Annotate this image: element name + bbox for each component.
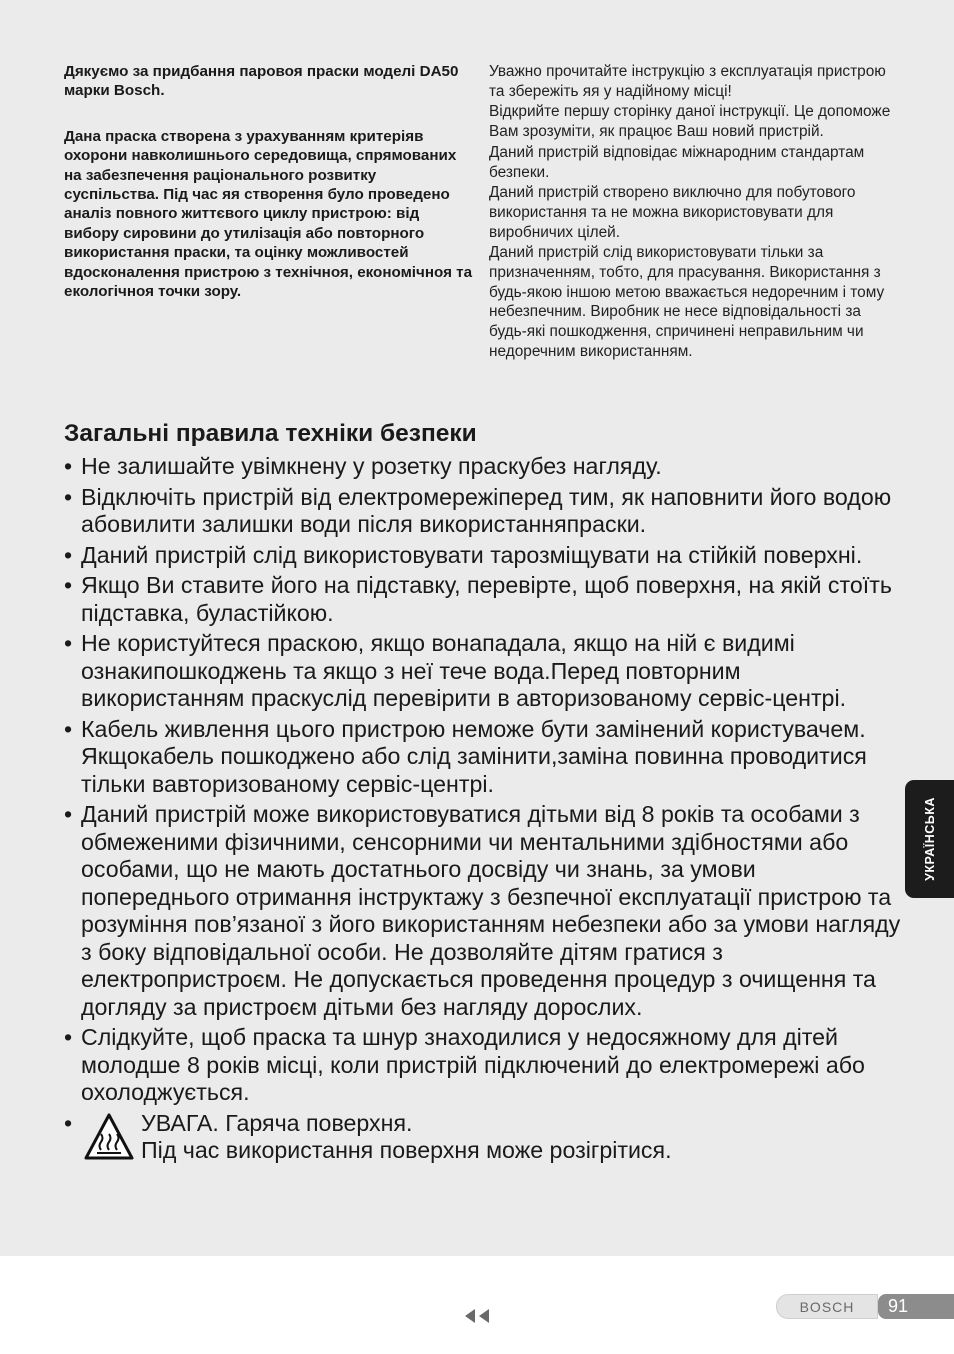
bullet: •	[64, 1109, 73, 1136]
intro-right-paragraph-2: Відкрийте першу сторінку даноï інструкціï. Це допоможе Вам зрозуміти, як працює Ваш новий пристрій.	[489, 103, 891, 141]
bullet: •	[64, 572, 73, 598]
list-item	[64, 630, 902, 713]
list-item	[64, 716, 902, 799]
rule-text: Слідкуйте, щоб праска та шнур знаходилися у недосяжному для дітей молодше 8 років місці, коли пристрій підключений до електромережі або охолоджується.	[81, 1024, 865, 1105]
rule-text: Відключіть пристрій від електромережіперед тим, як наповнити його водою абовилити залишки води після використанняпраски.	[81, 483, 892, 537]
intro-right-paragraph-5: Даний пристрій слід використовувати тільки за призначенням, тобто, для прасування. Використання з будь-якою іншою метою вважається недоречним і тому небезпечним. Виробник не несе відповідальності за будь-які пошкодження, спричинені неправильним чи недоречним використанням.	[489, 244, 885, 360]
rule-text: Не залишайте увімкнену у розетку праскубез нагляду.	[81, 453, 662, 479]
rule-text: Не користуйтеся праскою, якщо вонападала, якщо на ній є видимі ознакипошкоджень та якщо з неï тече вода.Перед повторним використанням праскуслід перевірити в авторизованому сервіс-центрі.	[81, 630, 847, 711]
intro-right-column	[489, 62, 899, 363]
bullet: •	[64, 541, 73, 568]
footer-brand: BOSCH	[776, 1294, 878, 1319]
list-item	[64, 801, 902, 1021]
rule-text: Якщо Ви ставите його на підставку, перевірте, щоб поверхня, на якій стоïть підставка, буластійкою.	[81, 572, 892, 626]
list-item	[64, 453, 902, 481]
bullet: •	[64, 453, 73, 479]
bullet: •	[64, 1024, 73, 1050]
double-chevron-left-icon	[463, 1307, 493, 1325]
safety-rules-list	[64, 453, 902, 1168]
safety-section-title: Загальні правила техніки безпеки	[64, 420, 477, 447]
bullet: •	[64, 630, 73, 656]
bullet: •	[64, 801, 73, 827]
language-side-tab	[905, 780, 954, 898]
intro-right-paragraph-3: Даний пристрій відповідає міжнародним стандартам безпеки.	[489, 143, 865, 181]
warning-title: УВАГА. Гаряча поверхня.	[141, 1109, 413, 1136]
warning-item	[64, 1110, 902, 1165]
rule-text: Даний пристрій може використовуватися дітьми від 8 років та особами з обмеженими фізичними, сенсорними чи ментальними здібностями або особами, що не мають достатнього досвіду чи знань, за умови попереднього отримання інструктажу з безпечноï експлуатаціï пристрою та розуміння пов’язаноï з його використанням небезпеки або за умови нагляду з боку відповідальноï особи. Не дозволяйте дітям гратися з електропристроєм. Не допускається проведення процедур з очищення та догляду за пристроєм дітьми без нагляду дорослих.	[81, 801, 901, 1020]
list-item	[64, 484, 902, 539]
bullet: •	[64, 483, 73, 510]
list-item	[64, 1024, 902, 1107]
intro-left-column	[64, 62, 474, 327]
rule-text: Даний пристрій слід використовувати тарозміщувати на стійкій поверхні.	[81, 541, 863, 568]
hot-surface-warning-icon	[83, 1112, 135, 1164]
intro-right-paragraph-4: Даний пристрій створено виключно для побутового використання та не можна використовувати для виробничих цілей.	[489, 184, 856, 241]
language-label: УКРАЇНСЬКА	[922, 797, 937, 881]
bullet: •	[64, 715, 73, 742]
environment-paragraph: Дана праска створена з урахуванням критеріяв охорони навколишнього середовища, спрямованих на забезпечення раціонального розвитку суспільства. Під час яя створення було проведено аналіз повного життєвого циклу пристрою: від вибору сировини до утилізація або повторного використання праски, та оцінку можливостей вдосконалення пристрою з технічноя, економічноя та екологічноя точки зору.	[64, 127, 473, 301]
previous-page-nav[interactable]	[463, 1307, 493, 1325]
intro-right-paragraph-1: Уважно прочитайте інструкцію з експлуатація пристрою та збережіть яя у надійному місці!	[489, 63, 886, 100]
warning-text: Під час використання поверхня може розігрітися.	[141, 1137, 672, 1163]
list-item	[64, 542, 902, 570]
page-number: 91	[878, 1294, 954, 1319]
rule-text: Кабель живлення цього пристрою неможе бути замінений користувачем. Якщокабель пошкоджено або слід замінити,заміна повинна проводитися тільки вавторизованому сервіс-центрі.	[81, 715, 867, 797]
list-item	[64, 572, 902, 627]
thanks-paragraph: Дякуємо за придбання паровоя праски моделі DA50 марки Bosch.	[64, 63, 459, 100]
